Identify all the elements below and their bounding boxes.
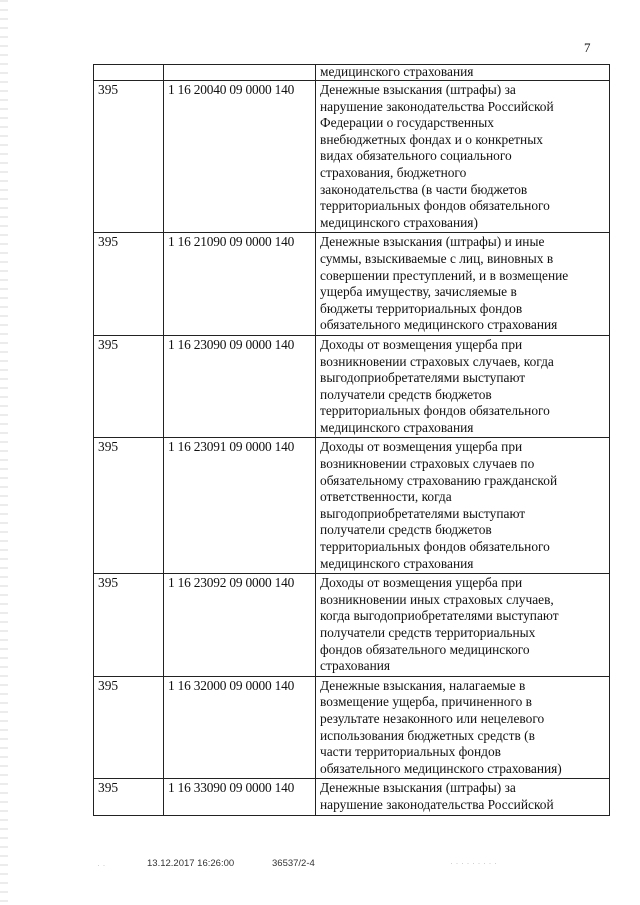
description-line: обязательному страхованию гражданской <box>320 472 558 488</box>
description-cell <box>316 779 610 815</box>
budget-code-cell: 1 16 32000 09 0000 140 <box>164 676 316 779</box>
admin-code-cell: 395 <box>94 335 164 438</box>
page-number: 7 <box>584 40 591 55</box>
admin-code-cell: 395 <box>94 676 164 779</box>
description-line: законодательства (в части бюджетов <box>320 181 528 197</box>
description-line: получатели средств бюджетов <box>320 386 492 402</box>
table-row <box>94 574 610 677</box>
description-line: страхования <box>320 658 391 674</box>
budget-code-cell: 1 16 23090 09 0000 140 <box>164 335 316 438</box>
description-line: возникновении страховых случаев, когда <box>320 353 554 369</box>
description-line: территориальных фондов обязательного <box>320 403 550 419</box>
description-cell <box>316 233 610 336</box>
budget-code-cell: 1 16 20040 09 0000 140 <box>164 81 316 233</box>
description-line: совершении преступлений, и в возмещение <box>320 267 569 283</box>
description-line: медицинского страхования) <box>320 214 478 230</box>
description-cell <box>316 65 610 81</box>
table-row <box>94 779 610 815</box>
description-line: Денежные взыскания (штрафы) и иные <box>320 234 545 250</box>
description-line: возникновении страховых случаев по <box>320 456 535 472</box>
table-body <box>94 65 610 816</box>
description-line: Денежные взыскания (штрафы) за <box>320 82 516 97</box>
admin-code-cell: 395 <box>94 779 164 815</box>
footer-document-number: 36537/2-4 <box>272 858 315 869</box>
description-line: Доходы от возмещения ущерба при <box>320 439 523 455</box>
description-line: фондов обязательного медицинского <box>320 641 530 657</box>
description-line: когда выгодоприобретателями выступают <box>320 608 559 624</box>
description-line: Доходы от возмещения ущерба при <box>320 336 523 352</box>
description-line: территориальных фондов обязательного <box>320 198 550 214</box>
description-line: страхования, бюджетного <box>320 164 467 180</box>
table-row <box>94 65 610 81</box>
description-line: Федерации о государственных <box>320 115 494 131</box>
description-line: нарушение законодательства Российской <box>320 796 554 812</box>
description-line: использования бюджетных средств (в <box>320 727 535 743</box>
description-line: территориальных фондов обязательного <box>320 539 550 555</box>
budget-code-cell: 1 16 21090 09 0000 140 <box>164 233 316 336</box>
table-row <box>94 233 610 336</box>
budget-code-cell: 1 16 23092 09 0000 140 <box>164 574 316 677</box>
description-cell <box>316 438 610 574</box>
description-cell <box>316 335 610 438</box>
description-line: возмещение ущерба, причиненного в <box>320 694 533 710</box>
budget-code-cell: 1 16 23091 09 0000 140 <box>164 438 316 574</box>
table-row <box>94 81 610 233</box>
scan-edge-artifact <box>0 0 8 905</box>
description-line: обязательного медицинского страхования) <box>320 760 562 776</box>
admin-code-cell: 395 <box>94 233 164 336</box>
description-line: суммы, взыскиваемые с лиц, виновных в <box>320 250 554 266</box>
description-line: обязательного медицинского страхования <box>320 317 558 333</box>
description-line: выгодоприобретателями выступают <box>320 370 526 386</box>
description-line: получатели средств бюджетов <box>320 522 492 538</box>
description-line: Денежные взыскания, налагаемые в <box>320 677 526 693</box>
description-line: видах обязательного социального <box>320 148 512 164</box>
description-line: медицинского страхования <box>320 64 474 79</box>
description-line: медицинского страхования <box>320 555 474 571</box>
description-line: медицинского страхования <box>320 419 474 435</box>
admin-code-cell: 395 <box>94 438 164 574</box>
description-line: бюджеты территориальных фондов <box>320 300 523 316</box>
description-line: ответственности, когда <box>320 489 452 505</box>
budget-code-cell: 1 16 33090 09 0000 140 <box>164 779 316 815</box>
description-line: Доходы от возмещения ущерба при <box>320 575 523 591</box>
description-cell <box>316 676 610 779</box>
description-cell <box>316 574 610 677</box>
footer-timestamp: 13.12.2017 16:26:00 <box>147 858 235 869</box>
description-line: ущерба имуществу, зачисляемые в <box>320 284 517 300</box>
description-line: Денежные взыскания (штрафы) за <box>320 780 516 796</box>
admin-code-cell <box>94 65 164 81</box>
description-line: нарушение законодательства Российской <box>320 98 554 114</box>
budget-code-cell <box>164 65 316 81</box>
admin-code-cell: 395 <box>94 574 164 677</box>
description-line: результате незаконного или нецелевого <box>320 710 545 726</box>
table-row <box>94 676 610 779</box>
faint-scan-stamp: · · · · · · · · · <box>450 858 497 868</box>
description-line: части территориальных фондов <box>320 744 501 760</box>
description-cell <box>316 81 610 233</box>
table-row <box>94 335 610 438</box>
budget-codes-table <box>93 64 610 816</box>
description-line: внебюджетных фондах и о конкретных <box>320 131 543 147</box>
description-line: получатели средств территориальных <box>320 625 536 640</box>
description-line: выгодоприобретателями выступают <box>320 505 526 521</box>
faint-scan-mark: · · <box>97 860 106 870</box>
table-row <box>94 438 610 574</box>
description-line: возникновении иных страховых случаев, <box>320 591 554 607</box>
admin-code-cell: 395 <box>94 81 164 233</box>
